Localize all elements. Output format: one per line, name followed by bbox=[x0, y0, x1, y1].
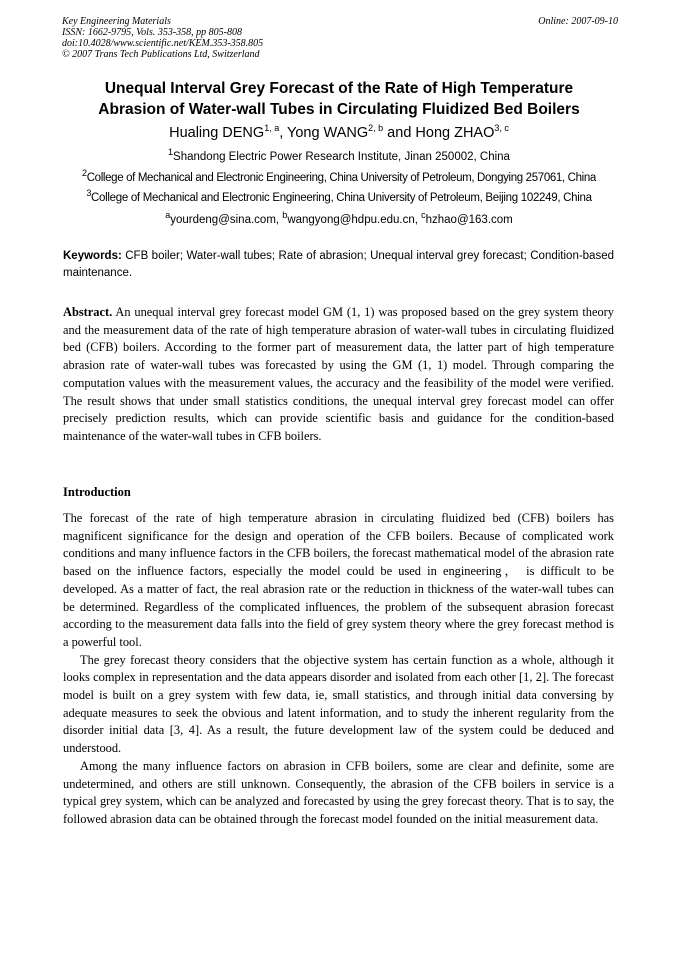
paragraph: The forecast of the rate of high temperature abrasion in circulating fluidized bed (CFB) boilers has magnificent significance for the design and operation of the CFB boilers. Because of complicated work conditions and many influence factors in the CFB boilers, the forecast mathematical model of the abrasion rate based on the influence factors, especially the model could be used in engineering， is difficult to be developed. As a matter of fact, the real abrasion rate or the reduction in thickness of the water-wall tubes can be determined. Regardless of the complicated influences, the problem of the subsequent abrasion forecast according to the measurement data falls into the field of grey system theory where the grey forecast method is a powerful tool. bbox=[63, 511, 614, 649]
issn-line: ISSN: 1662-9795, Vols. 353-358, pp 805-808 bbox=[62, 27, 242, 38]
email-address: yourdeng@sina.com, bbox=[170, 214, 283, 226]
author-name: Hong ZHAO bbox=[415, 125, 495, 141]
affiliation-text: College of Mechanical and Electronic Engineering, China University of Petroleum, Beijing 102249, China bbox=[91, 192, 592, 204]
title-line-1: Unequal Interval Grey Forecast of the Rate of High Temperature bbox=[104, 80, 574, 97]
paper-title bbox=[40, 78, 638, 120]
affiliation-mark: 1 bbox=[168, 147, 174, 158]
author-affiliation-mark: 2, b bbox=[368, 123, 384, 134]
abstract-label: Abstract. bbox=[63, 305, 113, 319]
keywords bbox=[63, 248, 614, 282]
author-separator: , bbox=[279, 125, 287, 141]
email-address: wangyong@hdpu.edu.cn, bbox=[287, 214, 422, 226]
affiliation-mark: 2 bbox=[82, 168, 87, 179]
keywords-text: CFB boiler; Water-wall tubes; Rate of abrasion; Unequal interval grey forecast; Condition-based maintenance. bbox=[63, 250, 614, 279]
affiliation-text: College of Mechanical and Electronic Engineering, China University of Petroleum, Dongying 257061, China bbox=[86, 172, 596, 184]
author-emails bbox=[0, 210, 678, 228]
author-separator: and bbox=[383, 125, 416, 141]
online-date: Online: 2007-09-10 bbox=[538, 16, 618, 27]
email-mark: b bbox=[282, 210, 288, 221]
email-mark: a bbox=[165, 210, 171, 221]
affiliation-3 bbox=[0, 188, 678, 206]
copyright-line: © 2007 Trans Tech Publications Ltd, Switzerland bbox=[62, 49, 260, 60]
author-affiliation-mark: 1, a bbox=[264, 123, 280, 134]
email-mark: c bbox=[421, 210, 426, 221]
journal-name: Key Engineering Materials bbox=[62, 16, 171, 27]
author-list bbox=[0, 123, 678, 143]
email-address: hzhao@163.com bbox=[425, 214, 513, 226]
paragraph: The grey forecast theory considers that the objective system has certain function as a whole, although it looks complex in representation and the data appears disorder and isolated from each other [1, 2]. The forecast model is built on a grey system with few data, ie, small statistics, and through initial data conversing by adequate measures to seek the obvious and latent information, and to study the inherent regularity from the disorder initial data [3, 4]. As a result, the future development law of the system could be deduced and understood. bbox=[63, 652, 614, 756]
paragraph: Among the many influence factors on abrasion in CFB boilers, some are clear and definite, some are undetermined, and others are still unknown. Consequently, the abrasion of the CFB boilers in service is a typical grey system, which can be analyzed and forecasted by using the grey forecast theory. That is to say, the followed abrasion data can be obtained through the forecast model founded on the initial measurement data. bbox=[63, 758, 614, 826]
introduction-body bbox=[63, 510, 614, 829]
title-line-2: Abrasion of Water-wall Tubes in Circulating Fluidized Bed Boilers bbox=[98, 101, 580, 118]
doi-line: doi:10.4028/www.scientific.net/KEM.353-358.805 bbox=[62, 38, 264, 49]
affiliation-2 bbox=[0, 168, 678, 186]
section-heading-introduction: Introduction bbox=[63, 485, 131, 499]
keywords-label: Keywords: bbox=[63, 250, 122, 262]
author-affiliation-mark: 3, c bbox=[494, 123, 509, 134]
abstract bbox=[63, 304, 614, 446]
author-name: Hualing DENG bbox=[169, 125, 265, 141]
affiliation-1 bbox=[0, 147, 678, 165]
journal-header bbox=[62, 16, 618, 60]
affiliation-text: Shandong Electric Power Research Institute, Jinan 250002, China bbox=[173, 151, 510, 163]
abstract-text: An unequal interval grey forecast model GM (1, 1) was proposed based on the grey system theory and the measurement data of the rate of high temperature abrasion of water-wall tubes in circulating fluidized bed (CFB) boilers. According to the former part of measurement data, the latter part of high temperature abrasion rate of water-wall tubes was forecasted by using the GM (1, 1) model. Through comparing the computation values with the measurement values, the accuracy and the feasibility of the model were verified. The result shows that under small statistics conditions, the unequal interval grey forecast model can offer precisely prediction results, which can provide scientific basis and guidance for the condition-based maintenance of the water-wall tubes in CFB boilers. bbox=[63, 305, 614, 443]
author-name: Yong WANG bbox=[287, 125, 369, 141]
affiliation-mark: 3 bbox=[86, 188, 92, 199]
